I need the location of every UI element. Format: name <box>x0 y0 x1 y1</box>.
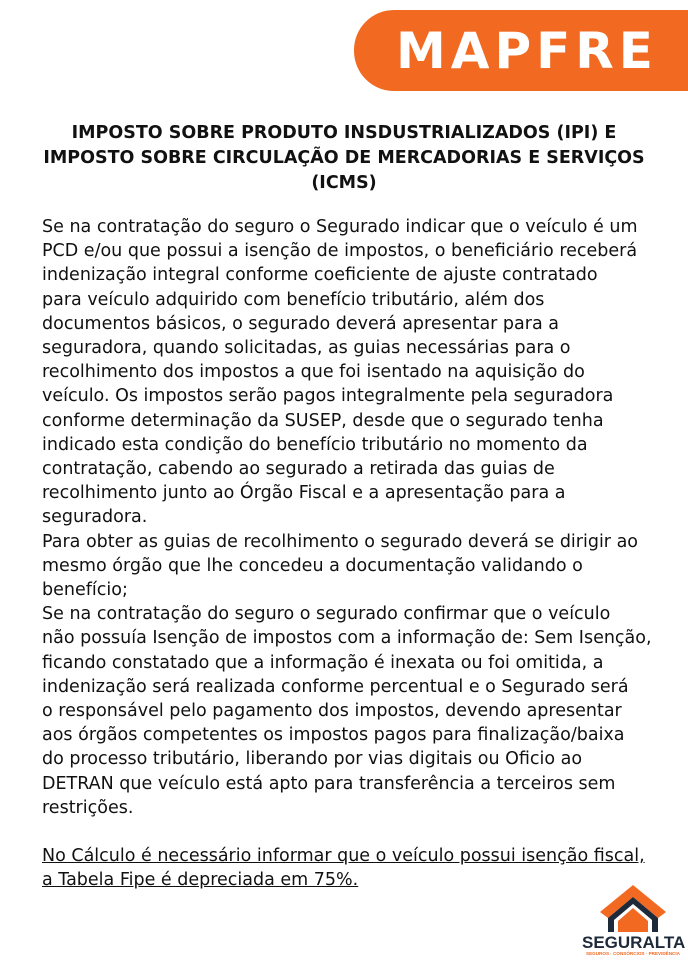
body-line: indenização será realizada conforme percentual e o Segurado será <box>42 676 629 697</box>
body-line: Se na contratação do seguro o segurado confirmar que o veículo <box>42 604 611 625</box>
roof-icon <box>598 882 668 932</box>
body-line: seguradora, quando solicitadas, as guias necessárias para o <box>42 338 571 359</box>
title-line: IMPOSTO SOBRE PRODUTO INSDUSTRIALIZADOS (IPI) E <box>71 123 617 143</box>
body-line: Para obter as guias de recolhimento o segurado deverá se dirigir ao <box>42 531 638 552</box>
body-line: DETRAN que veículo está apto para transferência a terceiros sem <box>42 773 616 794</box>
body-line: recolhimento dos impostos a que foi isentado na aquisição do <box>42 362 585 383</box>
body-line: benefício; <box>42 580 128 601</box>
body-line: indicado esta condição do benefício tributário no momento da <box>42 434 588 455</box>
document-body <box>42 215 672 893</box>
body-line: para veículo adquirido com benefício tributário, além dos <box>42 289 545 310</box>
body-line: recolhimento junto ao Órgão Fiscal e a apresentação para a <box>42 483 566 504</box>
mapfre-logo-badge <box>354 10 688 91</box>
document-title <box>18 121 670 196</box>
body-line: o responsável pelo pagamento dos impostos, devendo apresentar <box>42 701 622 722</box>
mapfre-logo-text: MAPFRE <box>396 21 658 80</box>
body-line: contratação, cabendo ao segurado a retirada das guias de <box>42 459 555 480</box>
fiscal-note-line: No Cálculo é necessário informar que o veículo possui isenção fiscal, <box>42 846 645 867</box>
body-line: conforme determinação da SUSEP, desde que o segurado tenha <box>42 410 604 431</box>
body-line: veículo. Os impostos serão pagos integralmente pela seguradora <box>42 386 614 407</box>
title-line: IMPOSTO SOBRE CIRCULAÇÃO DE MERCADORIAS E SERVIÇOS <box>43 148 645 168</box>
body-line: indenização integral conforme coeficiente de ajuste contratado <box>42 265 598 286</box>
body-line: ficando constatado que a informação é inexata ou foi omitida, a <box>42 652 604 673</box>
body-line: mesmo órgão que lhe concedeu a documentação validando o <box>42 555 583 576</box>
body-line: restrições. <box>42 797 134 818</box>
fiscal-note-line: a Tabela Fipe é depreciada em 75%. <box>42 870 359 891</box>
title-line: (ICMS) <box>311 173 377 193</box>
seguralta-logo-name: SEGURALTA <box>582 933 686 952</box>
paragraph-gap <box>42 820 672 844</box>
body-line: documentos básicos, o segurado deverá apresentar para a <box>42 313 559 334</box>
body-line: aos órgãos competentes os impostos pagos para finalização/baixa <box>42 725 625 746</box>
body-line: não possuía Isenção de impostos com a informação de: Sem Isenção, <box>42 628 652 649</box>
seguralta-logo-tagline: SEGUROS · CONSÓRCIOS · PREVIDÊNCIA <box>586 951 680 956</box>
seguralta-logo <box>582 882 684 964</box>
body-line: do processo tributário, liberando por vias digitais ou Oficio ao <box>42 749 583 770</box>
body-line: Se na contratação do seguro o Segurado indicar que o veículo é um <box>42 217 638 237</box>
body-line: PCD e/ou que possui a isenção de impostos, o beneficiário receberá <box>42 241 638 262</box>
body-line: seguradora. <box>42 507 148 528</box>
